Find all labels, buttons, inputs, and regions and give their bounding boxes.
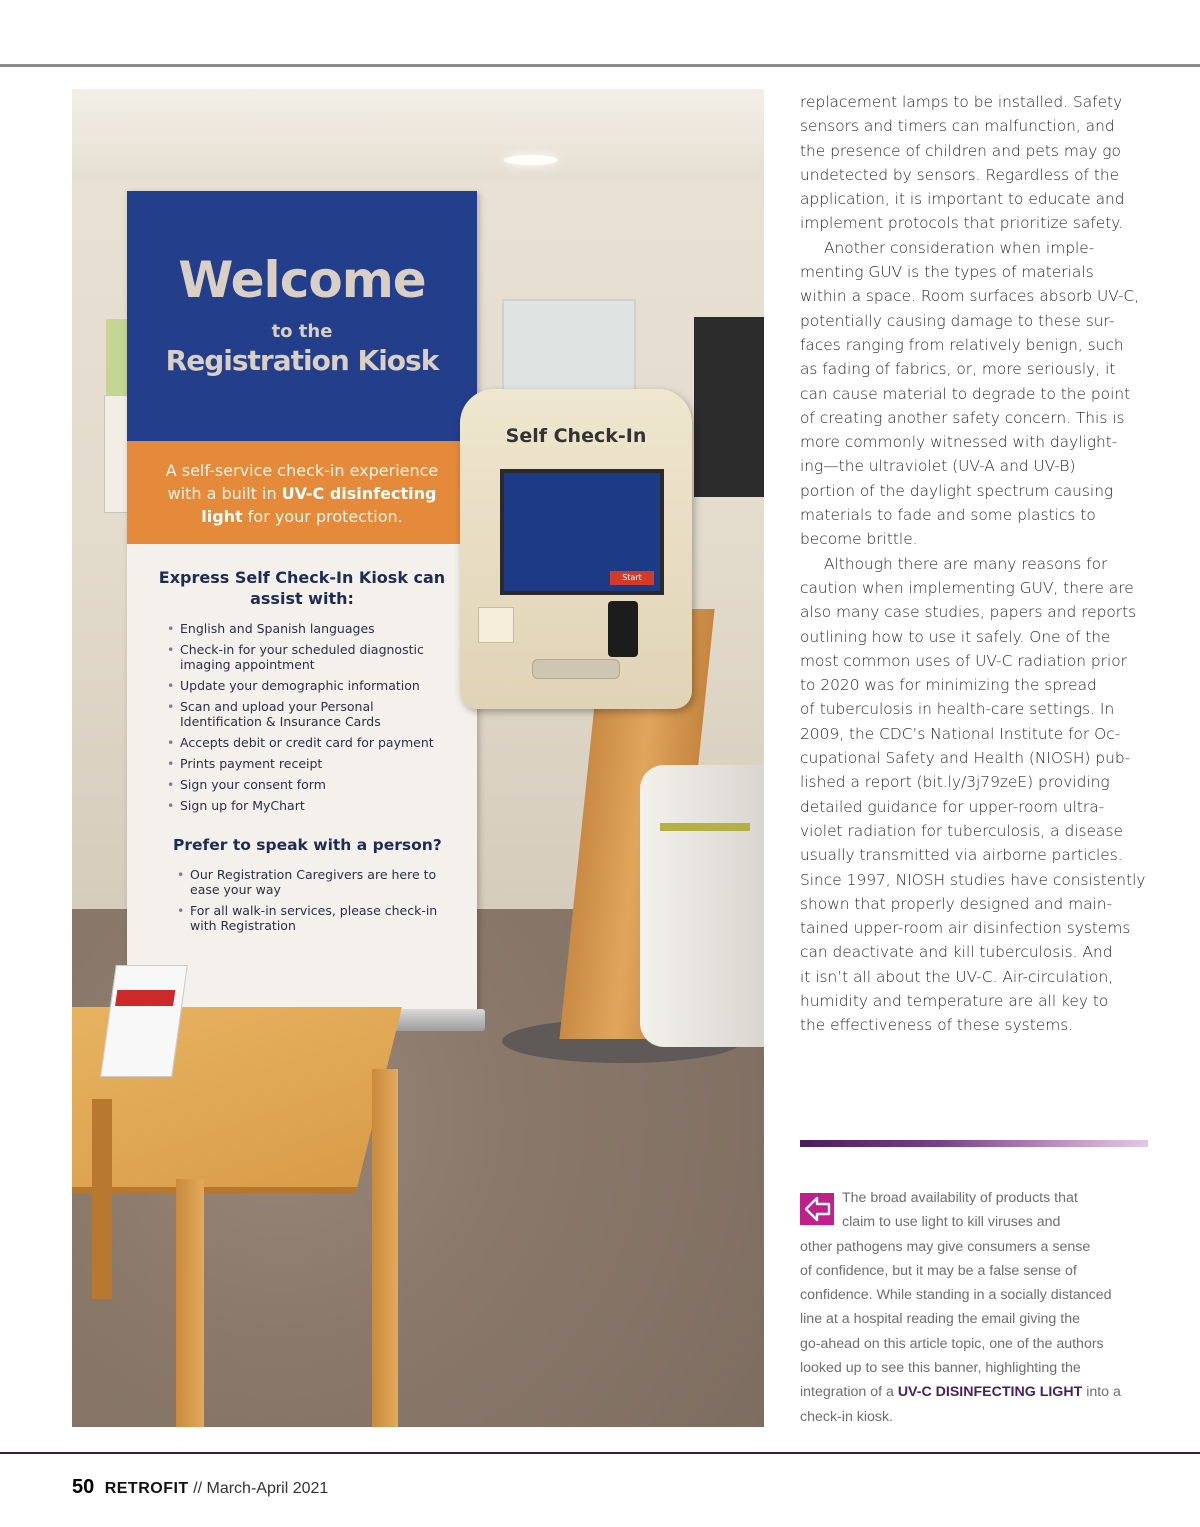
text-line: portion of the daylight spectrum causing — [800, 481, 1114, 500]
kiosk-start-button: Start — [610, 571, 654, 585]
caption-line: confidence. While standing in a socially distanced — [800, 1287, 1112, 1304]
list-item: • Update your demographic information — [167, 678, 457, 693]
text-line: violet radiation for tuberculosis, a disease — [800, 821, 1123, 840]
card-reader-icon — [608, 601, 638, 657]
banner-person-list — [177, 867, 457, 939]
list-item: • Accepts debit or credit card for payment — [167, 735, 457, 750]
banner-feature-list — [167, 621, 457, 819]
list-item: • Sign up for MyChart — [167, 798, 457, 813]
table-leg — [176, 1179, 204, 1427]
list-item: • Sign your consent form — [167, 777, 457, 792]
text-line: within a space. Room surfaces absorb UV-C, — [800, 287, 1140, 306]
table-leg — [372, 1069, 398, 1427]
paragraph — [800, 552, 1146, 1038]
text-line: caution when implementing GUV, there are — [800, 578, 1134, 597]
caption-highlight: UV-C DISINFECTING LIGHT — [897, 1384, 1083, 1401]
text-line: undetected by sensors. Regardless of the — [800, 165, 1120, 184]
list-item: • Scan and upload your Personal Identification & Insurance Cards — [167, 699, 457, 729]
text-line: most common uses of UV-C radiation prior — [800, 651, 1127, 670]
text-line: replacement lamps to be installed. Safety — [800, 93, 1123, 111]
caption-line — [800, 1380, 1140, 1404]
ceiling-light — [504, 155, 558, 165]
caption-line: The broad availability of products that — [842, 1190, 1078, 1206]
cabinet-slot — [660, 823, 750, 831]
caption-text: into a — [1082, 1384, 1121, 1401]
page-number: 50 — [72, 1476, 95, 1498]
text-line: can deactivate and kill tuberculosis. And — [800, 943, 1113, 962]
text-line: 2009, the CDC’s National Institute for Oc- — [800, 724, 1121, 743]
banner-header — [127, 191, 477, 441]
page-footer — [72, 1476, 328, 1499]
text-line: sensors and timers can malfunction, and — [800, 117, 1115, 136]
list-item: • Our Registration Caregivers are here to ease your way — [177, 867, 457, 897]
text-line: cupational Safety and Health (NIOSH) pub- — [800, 749, 1131, 768]
banner-orange-bold: UV-C disinfecting light — [201, 484, 437, 526]
registration-banner — [127, 191, 477, 1016]
text-line: lished a report (bit.ly/3j79zeE) providing — [800, 773, 1110, 792]
receipt-slot — [532, 659, 620, 679]
caption-divider — [800, 1140, 1148, 1147]
caption-line: go-ahead on this article topic, one of the authors — [800, 1335, 1104, 1352]
text-line: humidity and temperature are all key to — [800, 991, 1109, 1010]
text-line: the presence of children and pets may go — [800, 141, 1121, 160]
text-line: of creating another safety concern. This is — [800, 408, 1125, 427]
top-rule — [0, 64, 1200, 67]
text-line: potentially causing damage to these sur- — [800, 311, 1115, 330]
cabinet — [640, 765, 764, 1047]
article-body — [800, 90, 1146, 1038]
kiosk-scanner — [478, 607, 514, 643]
caption-line: check-in kiosk. — [800, 1408, 894, 1425]
banner-orange-pre: A self-service check-in experience with a built in — [165, 461, 439, 503]
kiosk — [460, 389, 692, 709]
text-line: the effectiveness of these systems. — [800, 1016, 1074, 1035]
text-line: outlining how to use it safely. One of the — [800, 627, 1111, 646]
banner-orange-band — [127, 441, 477, 544]
footer-rule — [0, 1452, 1200, 1454]
kiosk-title: Self Check-In — [505, 425, 647, 447]
tent-card-label — [115, 990, 175, 1006]
caption-line: line at a hospital reading the email giving the — [800, 1311, 1080, 1328]
text-line: application, it is important to educate and — [800, 190, 1125, 209]
text-line: become brittle. — [800, 530, 918, 549]
list-item: • English and Spanish languages — [167, 621, 457, 636]
caption-line: of confidence, but it may be a false sense of — [800, 1262, 1077, 1279]
text-line: materials to fade and some plastics to — [800, 506, 1096, 525]
wall-monitor — [694, 317, 764, 497]
caption-line: other pathogens may give consumers a sense — [800, 1238, 1091, 1255]
photo — [72, 89, 764, 1427]
text-line: also many case studies, papers and reports — [800, 603, 1137, 622]
text-line: shown that properly designed and main- — [800, 894, 1113, 913]
caption-text: integration of a — [800, 1384, 898, 1401]
text-line: as fading of fabrics, or, more seriously, it — [800, 360, 1116, 379]
text-line: faces ranging from relatively benign, such — [800, 335, 1124, 354]
text-line: implement protocols that prioritize safety. — [800, 214, 1124, 233]
paragraph — [800, 90, 1140, 236]
list-item: • For all walk-in services, please check-in with Registration — [177, 903, 457, 933]
paragraph — [800, 236, 1140, 552]
magazine-name: RETROFIT — [104, 1480, 189, 1497]
list-item: • Prints payment receipt — [167, 756, 457, 771]
text-line: Since 1997, NIOSH studies have consistently — [800, 870, 1146, 889]
photo-caption — [800, 1186, 1140, 1429]
banner-prefer-heading: Prefer to speak with a person? — [173, 836, 442, 854]
text-line: usually transmitted via airborne particles. — [800, 846, 1123, 865]
text-line: Another consideration when imple- — [824, 238, 1095, 257]
text-line: can cause material to degrade to the point — [800, 384, 1131, 403]
text-line: more commonly witnessed with daylight- — [800, 433, 1118, 452]
text-line: menting GUV is the types of materials — [800, 263, 1094, 282]
text-line: ing—the ultraviolet (UV-A and UV-B) — [800, 457, 1076, 476]
kiosk-screen — [500, 469, 664, 595]
text-line: Although there are many reasons for — [824, 554, 1108, 573]
text-line: detailed guidance for upper-room ultra- — [800, 797, 1105, 816]
text-line: of tuberculosis in health-care settings. In — [800, 700, 1115, 719]
text-line: tained upper-room air disinfection systems — [800, 919, 1131, 938]
banner-to-the: to the — [271, 321, 333, 342]
list-item: • Check-in for your scheduled diagnostic imaging appointment — [167, 642, 457, 672]
text-line: to 2020 was for minimizing the spread — [800, 676, 1097, 695]
banner-orange-post: for your protection. — [242, 507, 403, 526]
banner-registration-kiosk: Registration Kiosk — [165, 344, 439, 377]
caption-line: looked up to see this banner, highlighting the — [800, 1360, 1081, 1377]
banner-express-heading: Express Self Check-In Kiosk can assist with: — [158, 568, 446, 608]
issue-date: // March-April 2021 — [188, 1480, 329, 1497]
caption-line: claim to use light to kill viruses and — [842, 1214, 1061, 1231]
banner-welcome: Welcome — [178, 251, 426, 309]
table-leg — [92, 1099, 112, 1299]
text-line: it isn’t all about the UV-C. Air-circulation, — [800, 967, 1114, 986]
photo-ceiling — [72, 89, 764, 179]
banner-orange-text — [151, 459, 453, 528]
